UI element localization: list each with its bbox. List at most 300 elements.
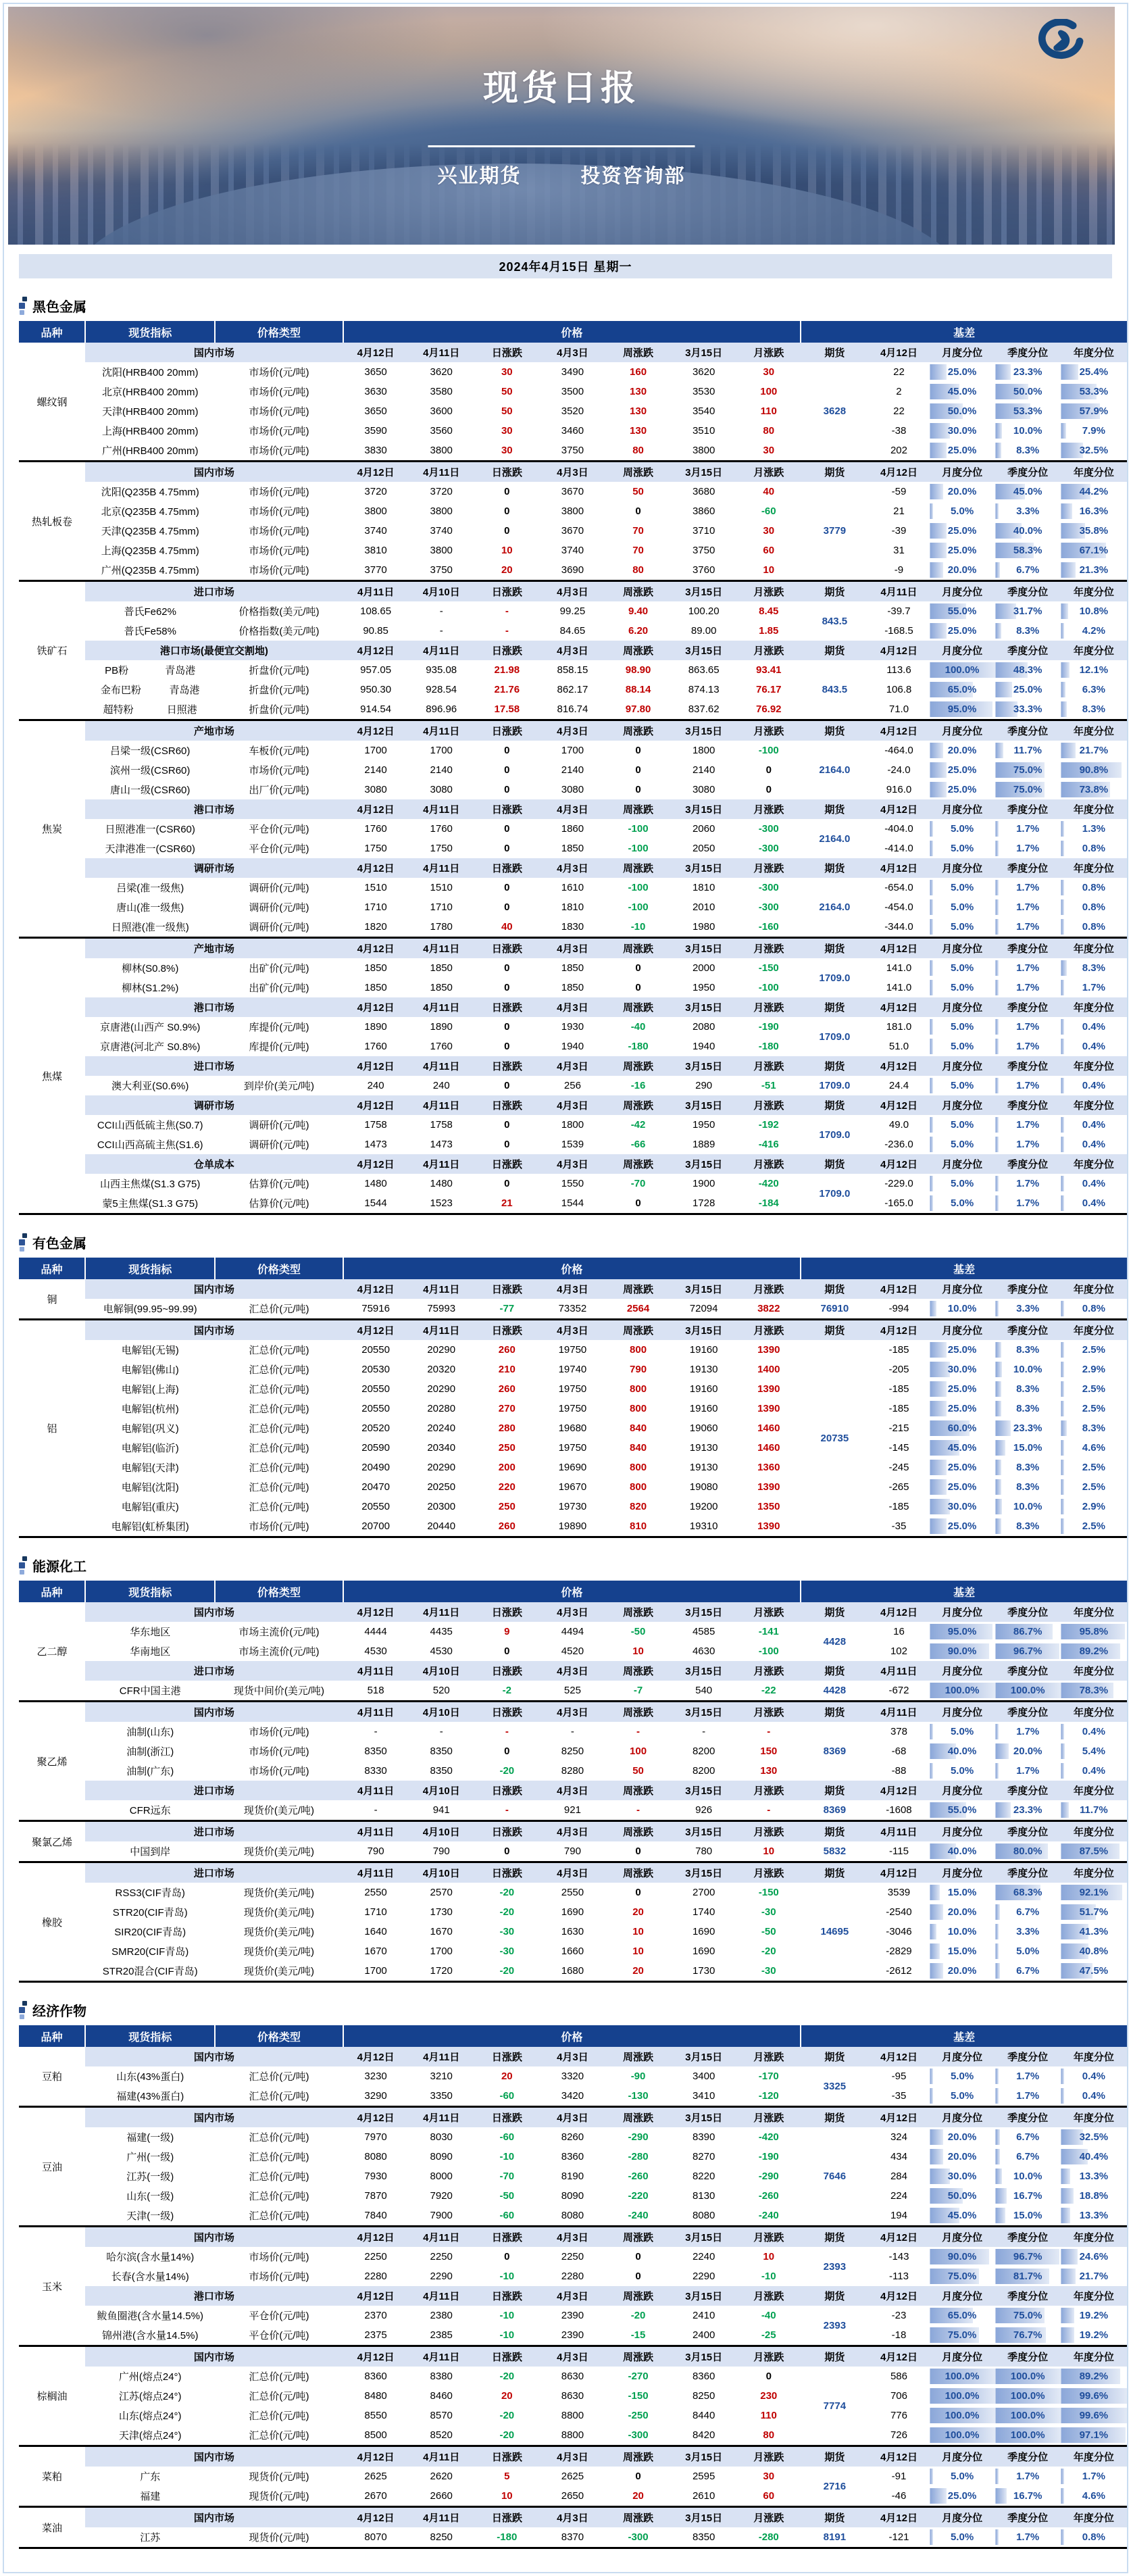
subheader-row	[19, 2107, 1127, 2128]
price-cell: 1930	[561, 1021, 584, 1033]
change-cell: 50	[632, 486, 644, 497]
futures-cell: 843.5	[822, 615, 848, 627]
price-cell: 2625	[364, 2471, 387, 2482]
change-cell: -250	[628, 2410, 649, 2421]
percentile-bar	[996, 2529, 999, 2545]
subheader-cell: 月度分位	[930, 2446, 995, 2467]
price-cell: 3620	[430, 366, 453, 378]
subheader-cell: 月度分位	[930, 720, 995, 741]
price-cell: 8250	[692, 2390, 715, 2402]
price-cell: 1720	[430, 1965, 453, 1977]
price-cell: 20290	[427, 1383, 456, 1395]
price-cell: 3560	[430, 425, 453, 437]
change-cell: -100	[758, 982, 779, 993]
change-cell: 97.80	[625, 703, 651, 715]
percentile-value: 53.3%	[1013, 405, 1042, 417]
subheader-cell: 年度分位	[1061, 2507, 1127, 2528]
subheader-cell: 4月12日	[343, 1279, 409, 1299]
price-cell: 20290	[427, 1344, 456, 1356]
price-cell: 1544	[561, 1197, 584, 1209]
basis-cell: 22	[893, 405, 905, 417]
change-cell: 0	[504, 843, 510, 854]
change-cell: 0	[504, 901, 510, 913]
percentile-value: 100.0%	[945, 1685, 980, 1696]
percentile-value: 5.0%	[950, 1197, 974, 1209]
percentile-cell	[1061, 2325, 1127, 2346]
basis-cell: -145	[888, 1442, 909, 1454]
change-cell: -180	[628, 1041, 649, 1052]
subheader-cell: 4月12日	[343, 2107, 409, 2128]
percentile-cell	[995, 1841, 1061, 1862]
percentile-value: 40.8%	[1079, 1946, 1109, 1957]
price-cell: 8130	[692, 2190, 715, 2202]
subheader-cell: 3月15日	[671, 799, 736, 819]
subheader-cell: 月度分位	[930, 581, 995, 602]
indicator-cell	[85, 699, 215, 720]
percentile-cell	[1061, 1961, 1127, 1982]
basis-cell: -994	[888, 1303, 909, 1314]
indicator-cell: 电解铝(沈阳)	[121, 1482, 179, 1493]
price-type-cell: 汇总价(元/吨)	[249, 1462, 309, 1474]
table-row	[19, 1641, 1127, 1661]
subheader-cell: 日涨跌	[474, 2227, 540, 2248]
price-cell: 935.08	[426, 664, 457, 676]
percentile-cell	[930, 1299, 995, 1320]
price-cell: 20490	[361, 1462, 390, 1473]
subheader-cell: 日涨跌	[474, 1602, 540, 1622]
price-cell: 1700	[430, 1946, 453, 1957]
percentile-cell	[930, 560, 995, 581]
price-type-cell: 折盘价(元/吨)	[249, 665, 309, 676]
subheader-cell: 期货	[801, 1095, 868, 1115]
subheader-cell: 月度分位	[930, 1602, 995, 1622]
price-cell: -	[702, 1726, 706, 1737]
subheader-cell: 4月12日	[868, 720, 929, 741]
basis-cell: -3046	[886, 1926, 912, 1937]
price-type-cell: 库提价(元/吨)	[249, 1041, 309, 1053]
table-row	[19, 2186, 1127, 2206]
change-cell: 250	[498, 1442, 516, 1454]
percentile-cell	[930, 878, 995, 897]
change-cell: -30	[761, 1965, 776, 1977]
subheader-cell: 4月10日	[409, 1661, 474, 1681]
change-cell: -	[505, 1804, 509, 1816]
basis-cell: -168.5	[884, 625, 913, 637]
change-cell: 0	[504, 2251, 510, 2262]
percentile-value: 20.0%	[947, 2151, 977, 2162]
price-type-cell: 折盘价(元/吨)	[249, 685, 309, 696]
price-type-cell: 调研价(元/吨)	[249, 902, 309, 914]
price-cell: 7900	[430, 2210, 453, 2221]
change-cell: 840	[630, 1442, 647, 1454]
indicator-cell: CCI山西高硫主焦(S1.6)	[97, 1139, 203, 1151]
percentile-bar	[930, 523, 947, 539]
price-cell: 1710	[364, 1906, 387, 1918]
change-cell: -100	[628, 823, 649, 835]
basis-cell: -2612	[886, 1965, 912, 1977]
price-cell: 1850	[430, 962, 453, 974]
price-cell: 2050	[692, 843, 715, 854]
percentile-value: 6.3%	[1082, 684, 1105, 695]
subheader-cell: 国内市场	[85, 2446, 343, 2467]
subheader-cell: 周涨跌	[605, 2507, 671, 2528]
change-cell: -	[505, 625, 509, 637]
percentile-value: 30.0%	[947, 425, 977, 437]
basis-cell: -414.0	[884, 843, 913, 854]
table-row	[19, 2066, 1127, 2086]
change-cell: 60	[763, 2490, 775, 2502]
subheader-row	[19, 2346, 1127, 2367]
percentile-bar	[1061, 423, 1067, 439]
price-cell: 3080	[430, 784, 453, 795]
change-cell: 800	[630, 1481, 647, 1493]
basis-cell: -229.0	[884, 1178, 913, 1189]
indicator-cell: 上海(Q235B 4.75mm)	[101, 545, 199, 557]
change-cell: -	[767, 1726, 771, 1737]
price-cell: 20240	[427, 1422, 456, 1434]
percentile-cell	[930, 1922, 995, 1941]
percentile-bar	[930, 1195, 934, 1211]
subheader-cell: 进口市场	[85, 1661, 343, 1681]
percentile-cell	[995, 521, 1061, 541]
percentile-bar	[930, 2529, 934, 2545]
change-cell: 20	[501, 2071, 513, 2082]
change-cell: 1400	[757, 1364, 780, 1375]
percentile-cell	[930, 1477, 995, 1497]
change-cell: 0	[504, 1041, 510, 1052]
change-cell: -420	[758, 2131, 779, 2143]
subheader-cell: 4月11日	[409, 1056, 474, 1076]
percentile-cell	[1061, 2425, 1127, 2446]
percentile-bar	[1061, 2208, 1070, 2223]
percentile-bar	[1061, 1019, 1064, 1035]
subheader-row	[19, 2446, 1127, 2467]
indicator-cell: 江苏(熔点24°)	[118, 2391, 182, 2402]
change-cell: 40	[763, 486, 775, 497]
indicator-cell: 北京(HRB400 20mm)	[101, 387, 199, 398]
percentile-cell	[995, 1497, 1061, 1516]
price-cell: 8390	[692, 2131, 715, 2143]
percentile-bar	[1061, 919, 1064, 935]
change-cell: 10	[501, 545, 513, 556]
subheader-cell: 4月12日	[343, 2446, 409, 2467]
change-cell: -240	[628, 2210, 649, 2221]
section-title-label: 能源化工	[32, 1560, 86, 1575]
change-cell: 10	[763, 1846, 775, 1857]
percentile-cell	[1061, 2386, 1127, 2406]
price-type-cell: 现货价(美元/吨)	[243, 1887, 315, 1899]
percentile-bar	[930, 2169, 950, 2184]
indicator-cell: 油制(广东)	[126, 1766, 174, 1777]
subheader-cell: 季度分位	[995, 1056, 1061, 1076]
price-cell: 3650	[364, 405, 387, 417]
percentile-value: 67.1%	[1079, 545, 1109, 556]
table-row	[19, 1037, 1127, 1056]
percentile-cell	[1061, 660, 1127, 680]
percentile-cell	[995, 1922, 1061, 1941]
percentile-cell	[995, 1193, 1061, 1214]
percentile-value: 10.0%	[1013, 1501, 1042, 1512]
price-type-cell: 汇总价(元/吨)	[249, 2071, 309, 2083]
percentile-cell	[1061, 2406, 1127, 2425]
price-cell: 2390	[561, 2329, 584, 2341]
price-cell: 2625	[561, 2471, 584, 2482]
percentile-bar	[1061, 364, 1078, 380]
subheader-cell: 期货	[801, 938, 868, 959]
subheader-cell: 3月15日	[671, 641, 736, 660]
change-cell: 0	[635, 1887, 641, 1898]
subheader-cell: 期货	[801, 1602, 868, 1622]
percentile-value: 48.3%	[1013, 664, 1042, 676]
subheader-cell: 4月3日	[540, 462, 605, 482]
change-cell: -260	[758, 2190, 779, 2202]
subheader-cell: 季度分位	[995, 1279, 1061, 1299]
price-cell: 1690	[561, 1906, 584, 1918]
percentile-value: 30.0%	[947, 2171, 977, 2182]
indicator-port: 青岛港	[165, 665, 196, 676]
subheader-cell: 周涨跌	[605, 1702, 671, 1723]
percentile-value: 68.3%	[1013, 1887, 1042, 1898]
price-cell: -	[439, 625, 443, 637]
change-cell: -22	[761, 1685, 776, 1696]
basis-cell: 16	[893, 1626, 905, 1637]
futures-cell: 1709.0	[819, 1187, 851, 1199]
subheader-cell: 港口市场	[85, 997, 343, 1017]
indicator-cell	[85, 660, 215, 680]
table-row	[19, 1841, 1127, 1862]
price-cell: 790	[432, 1846, 450, 1857]
change-cell: 3822	[757, 1303, 780, 1314]
price-cell: 1660	[561, 1946, 584, 1957]
price-cell: 3830	[364, 445, 387, 456]
subheader-cell: 月度分位	[930, 2507, 995, 2528]
percentile-value: 20.0%	[947, 745, 977, 756]
percentile-bar	[996, 1460, 1001, 1475]
percentile-value: 55.0%	[947, 605, 977, 617]
percentile-cell	[1061, 680, 1127, 699]
price-cell: 2390	[561, 2310, 584, 2321]
percentile-bar	[1061, 1342, 1064, 1358]
subheader-cell: 国内市场	[85, 343, 343, 362]
percentile-cell	[930, 1516, 995, 1537]
change-cell: -130	[628, 2090, 649, 2102]
percentile-value: 20.0%	[947, 1965, 977, 1977]
subheader-cell: 4月12日	[343, 462, 409, 482]
price-type-cell: 汇总价(元/吨)	[249, 1443, 309, 1454]
percentile-bar	[996, 1802, 1011, 1818]
percentile-cell	[1061, 2247, 1127, 2267]
percentile-cell	[1061, 362, 1127, 382]
table-row	[19, 2206, 1127, 2227]
percentile-cell	[1061, 839, 1127, 858]
percentile-value: 25.0%	[947, 1344, 977, 1356]
table-row	[19, 362, 1127, 382]
percentile-cell	[995, 819, 1061, 839]
report-date: 2024年4月15日 星期一	[19, 254, 1112, 278]
percentile-value: 5.4%	[1082, 1745, 1105, 1757]
table-row	[19, 621, 1127, 641]
subheader-cell: 4月11日	[343, 1661, 409, 1681]
price-type-cell: 汇总价(元/吨)	[249, 2210, 309, 2222]
subheader-cell: 4月3日	[540, 1661, 605, 1681]
table-row	[19, 1017, 1127, 1037]
percentile-bar	[1061, 960, 1067, 976]
price-cell: 8350	[364, 1745, 387, 1757]
table-row	[19, 1477, 1127, 1497]
subheader-cell: 4月3日	[540, 1821, 605, 1842]
percentile-value: 11.7%	[1013, 745, 1042, 756]
page-title: 现货日报	[482, 69, 640, 108]
price-cell: 2290	[430, 2271, 453, 2282]
percentile-cell	[995, 2325, 1061, 2346]
table-row	[19, 1681, 1127, 1702]
subheader-cell: 季度分位	[995, 1661, 1061, 1681]
percentile-value: 25.0%	[947, 764, 977, 776]
price-cell: 4520	[561, 1645, 584, 1657]
percentile-bar	[996, 821, 999, 837]
percentile-value: 5.0%	[950, 1726, 974, 1737]
percentile-value: 1.7%	[1016, 921, 1040, 933]
change-cell: 30	[763, 366, 775, 378]
change-cell: -170	[758, 2071, 779, 2082]
percentile-bar	[930, 1724, 934, 1739]
table-row	[19, 660, 1127, 680]
percentile-cell	[995, 1961, 1061, 1982]
subheader-cell: 进口市场	[85, 1056, 343, 1076]
percentile-bar	[930, 1401, 947, 1416]
percentile-cell	[995, 2166, 1061, 2186]
subheader-cell: 月涨跌	[736, 2346, 801, 2367]
kind-cell: 焦煤	[19, 938, 85, 1214]
change-cell: -190	[758, 2151, 779, 2162]
table-row	[19, 978, 1127, 997]
percentile-cell	[995, 1941, 1061, 1961]
subheader-cell: 年度分位	[1061, 2107, 1127, 2128]
price-cell: 8520	[430, 2429, 453, 2441]
percentile-value: 11.7%	[1080, 1804, 1108, 1816]
subheader-cell: 周涨跌	[605, 720, 671, 741]
column-header-col-price-group: 价格	[343, 321, 801, 343]
percentile-bar	[930, 443, 947, 458]
section-title	[19, 296, 1112, 316]
percentile-cell	[930, 1193, 995, 1214]
change-cell: -300	[758, 882, 779, 893]
percentile-cell	[995, 1115, 1061, 1135]
price-cell: 3350	[430, 2090, 453, 2102]
futures-cell: 20735	[820, 1432, 849, 1444]
percentile-bar	[930, 562, 943, 578]
price-cell: 7930	[364, 2171, 387, 2182]
price-cell: 8270	[692, 2151, 715, 2162]
table-row	[19, 2086, 1127, 2107]
price-cell: 19890	[558, 1520, 587, 1532]
kind-cell: 乙二醇	[19, 1602, 85, 1702]
price-cell: 3580	[430, 386, 453, 397]
percentile-cell	[930, 2386, 995, 2406]
percentile-cell	[930, 2206, 995, 2227]
percentile-value: 10.8%	[1079, 605, 1109, 617]
subheader-cell: 4月12日	[868, 1320, 929, 1341]
subheader-cell: 4月12日	[868, 2286, 929, 2306]
change-cell: -300	[758, 901, 779, 913]
price-cell: 1670	[430, 1926, 453, 1937]
subheader-cell: 4月12日	[343, 997, 409, 1017]
change-cell: -15	[630, 2329, 646, 2341]
subheader-cell: 产地市场	[85, 720, 343, 741]
basis-cell: -245	[888, 1462, 909, 1473]
subheader-cell: 日涨跌	[474, 1056, 540, 1076]
subheader-cell: 日涨跌	[474, 938, 540, 959]
price-cell: 1730	[692, 1965, 715, 1977]
change-cell: 20	[501, 564, 513, 576]
subheader-cell: 4月3日	[540, 2047, 605, 2066]
subheader-cell: 4月11日	[409, 2107, 474, 2128]
price-cell: 7920	[430, 2190, 453, 2202]
column-header-col-kind: 品种	[19, 1258, 85, 1279]
price-cell: 3590	[364, 425, 387, 437]
percentile-value: 13.3%	[1079, 2171, 1109, 2182]
table-row	[19, 382, 1127, 401]
percentile-cell	[930, 421, 995, 441]
change-cell: -66	[630, 1139, 646, 1150]
percentile-cell	[995, 1681, 1061, 1702]
change-cell: 260	[498, 1520, 516, 1532]
basis-cell: -18	[891, 2329, 907, 2341]
subheader-cell: 季度分位	[995, 343, 1061, 362]
subheader-cell: 期货	[801, 2346, 868, 2367]
price-cell: 20320	[427, 1364, 456, 1375]
percentile-value: 23.3%	[1013, 1804, 1042, 1816]
price-cell: 20280	[427, 1403, 456, 1414]
percentile-cell	[995, 1360, 1061, 1379]
price-cell: 2650	[561, 2490, 584, 2502]
percentile-cell	[930, 521, 995, 541]
subheader-cell: 季度分位	[995, 1602, 1061, 1622]
indicator-cell: SMR20(CIF青岛)	[111, 1946, 189, 1958]
subheader-cell: 日涨跌	[474, 799, 540, 819]
percentile-value: 13.3%	[1079, 2210, 1109, 2221]
percentile-cell	[1061, 741, 1127, 760]
change-cell: -	[636, 1726, 640, 1737]
percentile-value: 87.5%	[1079, 1846, 1109, 1857]
percentile-value: 10.0%	[1013, 2171, 1042, 2182]
subheader-cell: 4月3日	[540, 1154, 605, 1174]
basis-cell: -215	[888, 1422, 909, 1434]
subheader-cell: 月涨跌	[736, 1661, 801, 1681]
percentile-bar	[930, 919, 934, 935]
price-cell: 20470	[361, 1481, 390, 1493]
percentile-cell	[995, 780, 1061, 799]
change-cell: 0	[765, 764, 772, 776]
price-cell: 1889	[692, 1139, 715, 1150]
change-cell: 0	[504, 1745, 510, 1757]
percentile-bar	[1061, 980, 1064, 995]
percentile-bar	[930, 1019, 934, 1035]
percentile-cell	[995, 1438, 1061, 1458]
indicator-cell: 唐山(准一级焦)	[116, 902, 184, 914]
price-cell: 8420	[692, 2429, 715, 2441]
indicator-cell: 油制(山东)	[126, 1727, 174, 1738]
indicator-cell: 北京(Q235B 4.75mm)	[101, 506, 199, 518]
change-cell: -25	[761, 2329, 776, 2341]
basis-cell: 113.6	[886, 664, 911, 676]
subheader-cell: 期货	[801, 997, 868, 1017]
price-cell: 8330	[364, 1765, 387, 1777]
percentile-bar	[996, 1479, 1001, 1495]
indicator-cell: 福建(一级)	[126, 2132, 174, 2144]
subheader-cell: 月涨跌	[736, 2446, 801, 2467]
section-bullet-icon	[19, 1233, 27, 1252]
